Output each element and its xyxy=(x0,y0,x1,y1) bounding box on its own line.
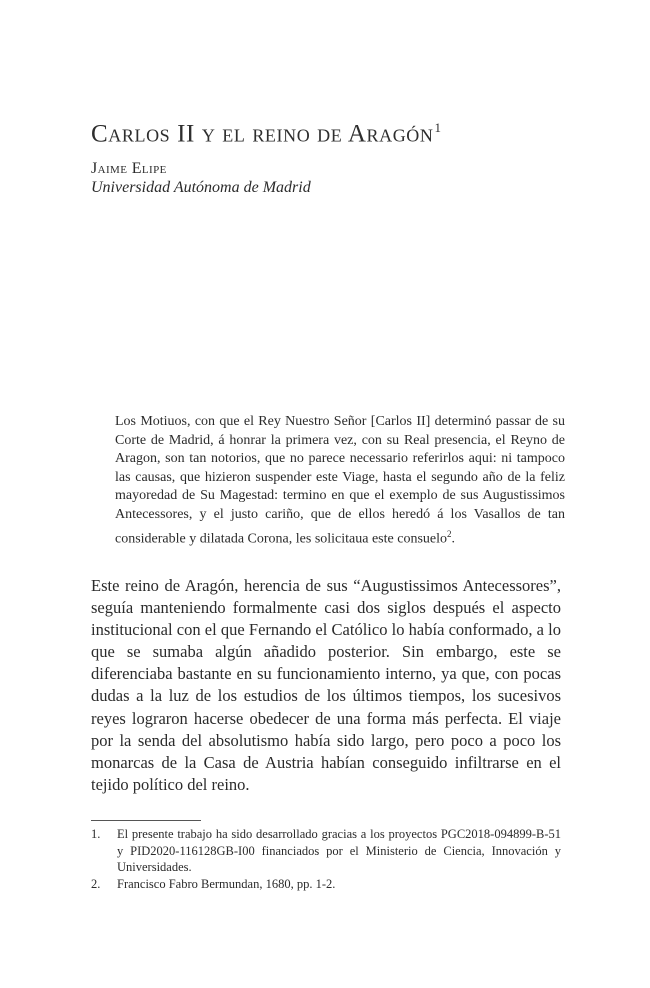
footnote-ref-2: 2 xyxy=(447,528,452,539)
author-name: Jaime Elipe xyxy=(91,160,167,177)
block-quote-text: Los Motiuos, con que el Rey Nuestro Señor [Carlos II] determinó passar de su Corte de Madrid, á honrar la primera vez, con su Real presencia, el Reyno de Aragon, son tan notorios, que no parece necessario referirlos aqui: ni tampoco las causas, que hizieron suspender este Viage, hasta el segundo año de la feliz mayoredad de Su Magestad: termino en que el exemplo de sus Augustissimos Antecessores, y el justo cariño, que de ellos heredó á los Vasallos de tan considerable y dilatada Corona, les solicitaua este consuelo xyxy=(115,414,565,547)
footnote-text: Francisco Fabro Bermundan, 1680, pp. 1-2. xyxy=(117,876,336,891)
footnote-divider xyxy=(91,820,201,821)
author-affiliation: Universidad Autónoma de Madrid xyxy=(91,179,311,196)
footnote-1 xyxy=(91,826,561,876)
article-title xyxy=(91,113,571,149)
footnote-number: 2. xyxy=(91,876,101,891)
block-quote xyxy=(115,413,565,549)
article-title-text: Carlos II y el reino de Aragón xyxy=(91,120,434,148)
footnote-2 xyxy=(91,876,561,893)
footnote-text: El presente trabajo ha sido desarrollado gracias a los proyectos PGC2018-094899-B-51 y PID2020-116128GB-I00 financiados por el Ministerio de Ciencia, Innovación y Universidades. xyxy=(117,827,561,875)
footnote-ref-1: 1 xyxy=(434,120,442,135)
block-quote-end: . xyxy=(451,531,456,547)
footnote-number: 1. xyxy=(91,827,101,841)
body-paragraph: Este reino de Aragón, herencia de sus “Augustissimos Antecessores”, seguía manteniendo formalmente casi dos siglos después el aspecto institucional con el que Fernando el Católico lo había conformado, a lo que se sumaba algún añadido posterior. Sin embargo, este se diferenciaba bastante en su funcionamiento interno, ya que, con pocas dudas a la luz de los estudios de los últimos tiempos, los sucesivos reyes lograron hacerse obedecer de una forma más perfecta. El viaje por la senda del absolutismo había sido largo, pero poco a poco los monarcas de la Casa de Austria habían conseguido infiltrarse en el tejido político del reino. xyxy=(91,576,561,794)
footnotes-list xyxy=(91,826,561,892)
